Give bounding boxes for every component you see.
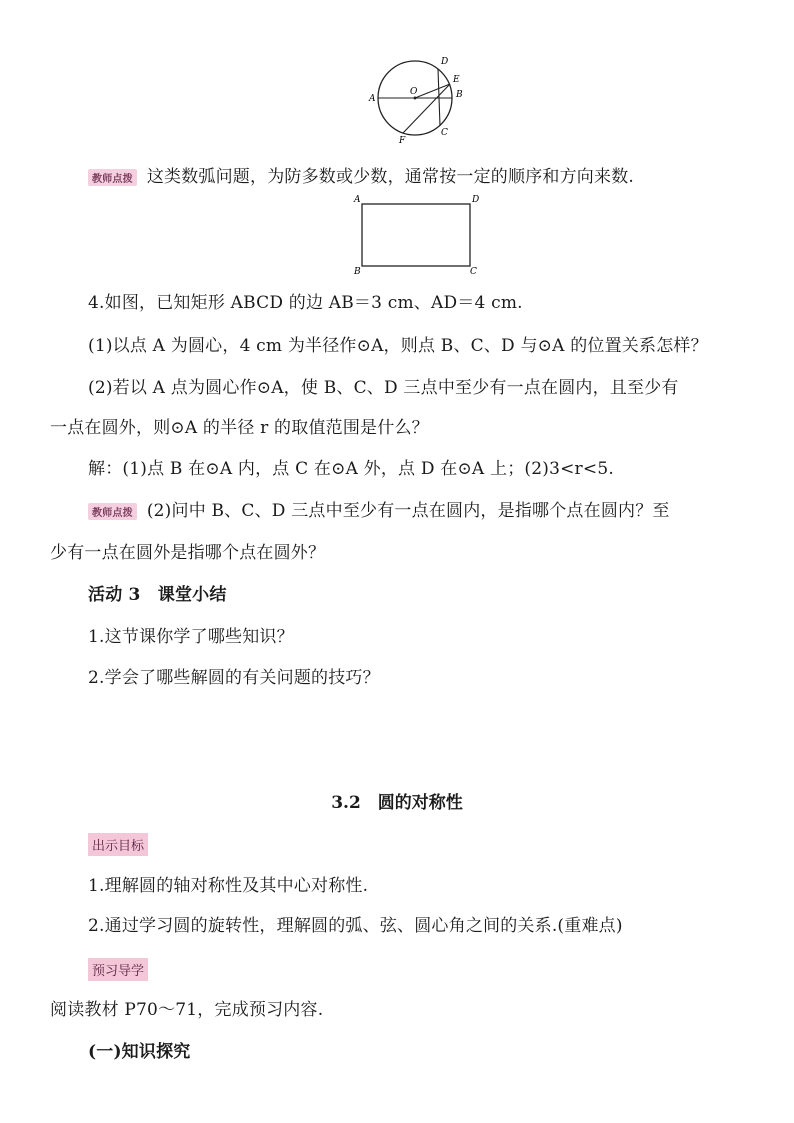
tip2 [88, 496, 670, 521]
question-4-part-1: (1)以点 A 为圆心，4 cm 为半径作⊙A，则点 B、C、D 与⊙A 的位置关系怎样？ [88, 336, 708, 356]
rect-label-d: D [472, 195, 480, 205]
label-c: C [441, 128, 448, 138]
tip2-text: (2)问中 B、C、D 三点中至少有一点在圆内，是指哪个点在圆内？至 [146, 501, 670, 521]
label-o: O [410, 87, 418, 97]
preview-header: 预习导学 [88, 958, 148, 981]
question-4-part-2-line-2: 一点在圆外，则⊙A 的半径 r 的取值范围是什么？ [50, 418, 429, 438]
question-4-part-2-line-1: (2)若以 A 点为圆心作⊙A，使 B、C、D 三点中至少有一点在圆内，且至少有 [88, 378, 679, 398]
tip1 [88, 162, 634, 187]
activity-3-heading: 活动 3 课堂小结 [88, 585, 227, 605]
answer: 解：(1)点 B 在⊙A 内，点 C 在⊙A 外，点 D 在⊙A 上；(2)3<r<5. [88, 459, 614, 479]
section-title: 3.2 圆的对称性 [331, 793, 463, 813]
teacher-tip-tag: 教师点拨 [88, 169, 137, 186]
tip1-text: 这类数弧问题，为防多数或少数，通常按一定的顺序和方向来数. [146, 167, 635, 187]
rect-label-c: C [470, 267, 477, 277]
tip2-continued: 少有一点在圆外是指哪个点在圆外？ [50, 543, 326, 563]
summary-item-2: 2.学会了哪些解圆的有关问题的技巧？ [88, 668, 380, 688]
label-d: D [441, 57, 449, 67]
label-b: B [456, 90, 463, 100]
label-f: F [399, 136, 406, 146]
preview-text: 阅读教材 P70～71，完成预习内容. [50, 1000, 324, 1020]
knowledge-explore-heading: (一)知识探究 [88, 1042, 191, 1062]
circle-figure [365, 52, 475, 147]
summary-item-1: 1.这节课你学了哪些知识？ [88, 627, 294, 647]
goal-1: 1.理解圆的轴对称性及其中心对称性. [88, 876, 369, 896]
teacher-tip-tag-2: 教师点拨 [88, 503, 137, 520]
rectangle [362, 204, 470, 266]
label-a: A [369, 94, 376, 104]
rectangle-figure [350, 192, 490, 278]
question-4: 4.如图，已知矩形 ABCD 的边 AB＝3 cm、AD＝4 cm. [88, 293, 523, 313]
rect-label-b: B [354, 267, 361, 277]
label-e: E [453, 75, 460, 85]
segment-ob [415, 84, 450, 98]
goal-header: 出示目标 [88, 833, 148, 856]
goal-2: 2.通过学习圆的旋转性，理解圆的弧、弦、圆心角之间的关系.(重难点) [88, 916, 623, 936]
rect-label-a: A [354, 195, 361, 205]
